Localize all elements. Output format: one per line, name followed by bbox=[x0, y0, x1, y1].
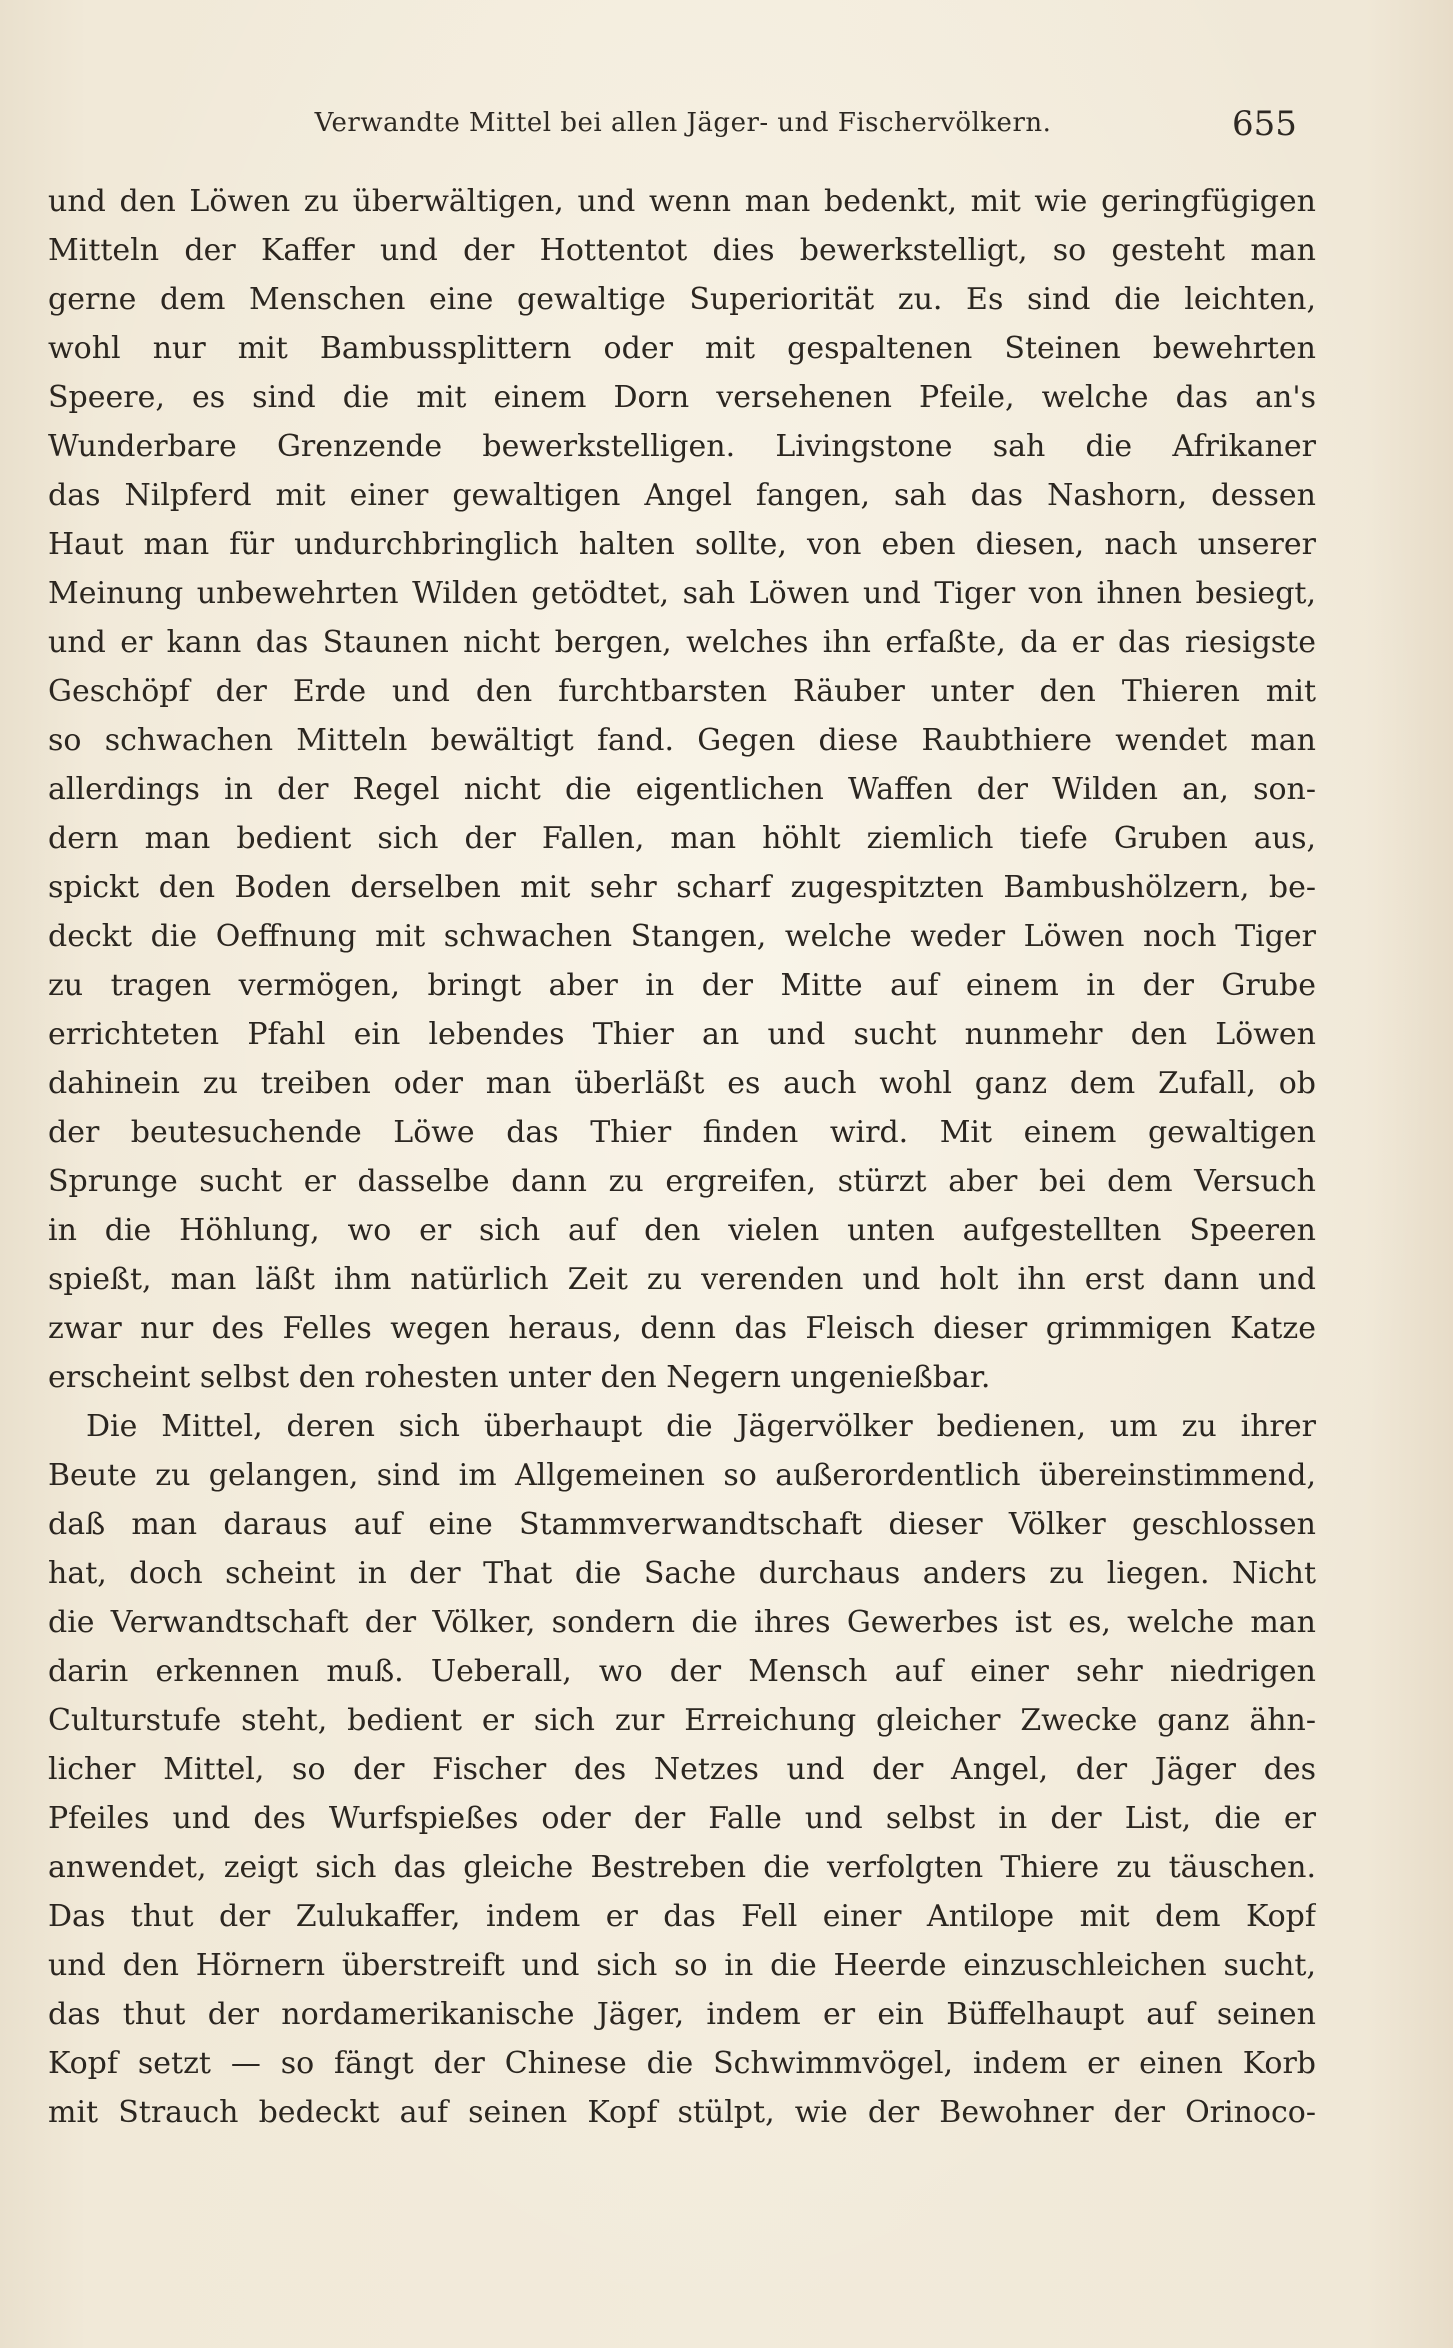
text-line: und den Löwen zu überwältigen, und wenn man bedenkt, mit wie geringfügigen bbox=[48, 184, 1316, 219]
text-line: und den Hörnern überstreift und sich so in die Heerde einzuschleichen sucht, bbox=[48, 1948, 1316, 1983]
text-line: das Nilpferd mit einer gewaltigen Angel fangen, sah das Nashorn, dessen bbox=[48, 478, 1316, 513]
text-line: Geschöpf der Erde und den furchtbarsten Räuber unter den Thieren mit bbox=[48, 674, 1316, 709]
text-line: gerne dem Menschen eine gewaltige Superiorität zu. Es sind die leichten, bbox=[48, 282, 1316, 317]
text-line: die Verwandtschaft der Völker, sondern die ihres Gewerbes ist es, welche man bbox=[48, 1605, 1316, 1640]
body-text bbox=[48, 177, 1316, 2137]
running-head: Verwandte Mittel bei allen Jäger- und Fischervölkern. bbox=[314, 108, 1052, 138]
text-line: anwendet, zeigt sich das gleiche Bestreben die verfolgten Thiere zu täuschen. bbox=[48, 1850, 1316, 1885]
text-line: darin erkennen muß. Ueberall, wo der Mensch auf einer sehr niedrigen bbox=[48, 1654, 1316, 1689]
text-line: der beutesuchende Löwe das Thier finden wird. Mit einem gewaltigen bbox=[48, 1115, 1316, 1150]
text-line: Das thut der Zulukaffer, indem er das Fell einer Antilope mit dem Kopf bbox=[48, 1899, 1316, 1934]
text-line: Kopf setzt — so fängt der Chinese die Schwimmvögel, indem er einen Korb bbox=[48, 2046, 1316, 2081]
text-line: Mitteln der Kaffer und der Hottentot dies bewerkstelligt, so gesteht man bbox=[48, 233, 1316, 268]
text-line: Culturstufe steht, bedient er sich zur Erreichung gleicher Zwecke ganz ähn- bbox=[48, 1703, 1316, 1738]
text-line: deckt die Oeffnung mit schwachen Stangen, welche weder Löwen noch Tiger bbox=[48, 919, 1316, 954]
text-line: zwar nur des Felles wegen heraus, denn das Fleisch dieser grimmigen Katze bbox=[48, 1311, 1316, 1346]
text-line: Wunderbare Grenzende bewerkstelligen. Livingstone sah die Afrikaner bbox=[48, 429, 1316, 464]
text-line: Haut man für undurchbringlich halten sollte, von eben diesen, nach unserer bbox=[48, 527, 1316, 562]
paragraph-end-line: erscheint selbst den rohesten unter den Negern ungenießbar. bbox=[48, 1360, 991, 1395]
text-line: daß man daraus auf eine Stammverwandtschaft dieser Völker geschlossen bbox=[48, 1507, 1316, 1542]
page-number: 655 bbox=[1232, 104, 1297, 144]
text-line: in die Höhlung, wo er sich auf den vielen unten aufgestellten Speeren bbox=[48, 1213, 1316, 1248]
text-line: dern man bedient sich der Fallen, man höhlt ziemlich tiefe Gruben aus, bbox=[48, 821, 1316, 856]
text-line: mit Strauch bedeckt auf seinen Kopf stülpt, wie der Bewohner der Orinoco- bbox=[48, 2095, 1316, 2130]
text-line: zu tragen vermögen, bringt aber in der Mitte auf einem in der Grube bbox=[48, 968, 1316, 1003]
text-line: hat, doch scheint in der That die Sache durchaus anders zu liegen. Nicht bbox=[48, 1556, 1316, 1591]
text-line: so schwachen Mitteln bewältigt fand. Gegen diese Raubthiere wendet man bbox=[48, 723, 1316, 758]
text-line: Beute zu gelangen, sind im Allgemeinen so außerordentlich übereinstimmend, bbox=[48, 1458, 1316, 1493]
text-line: Pfeiles und des Wurfspießes oder der Falle und selbst in der List, die er bbox=[48, 1801, 1316, 1836]
text-line: dahinein zu treiben oder man überläßt es auch wohl ganz dem Zufall, ob bbox=[48, 1066, 1316, 1101]
text-line: wohl nur mit Bambussplittern oder mit gespaltenen Steinen bewehrten bbox=[48, 331, 1316, 366]
text-line: allerdings in der Regel nicht die eigentlichen Waffen der Wilden an, son- bbox=[48, 772, 1316, 807]
text-line: errichteten Pfahl ein lebendes Thier an und sucht nunmehr den Löwen bbox=[48, 1017, 1316, 1052]
paragraph-start-line: Die Mittel, deren sich überhaupt die Jägervölker bedienen, um zu ihrer bbox=[86, 1409, 1316, 1444]
text-line: licher Mittel, so der Fischer des Netzes und der Angel, der Jäger des bbox=[48, 1752, 1316, 1787]
text-line: Speere, es sind die mit einem Dorn versehenen Pfeile, welche das an's bbox=[48, 380, 1316, 415]
text-line: das thut der nordamerikanische Jäger, indem er ein Büffelhaupt auf seinen bbox=[48, 1997, 1316, 2032]
text-line: spickt den Boden derselben mit sehr scharf zugespitzten Bambushölzern, be- bbox=[48, 870, 1316, 905]
text-line: Sprunge sucht er dasselbe dann zu ergreifen, stürzt aber bei dem Versuch bbox=[48, 1164, 1316, 1199]
text-line: und er kann das Staunen nicht bergen, welches ihn erfaßte, da er das riesigste bbox=[48, 625, 1316, 660]
text-line: Meinung unbewehrten Wilden getödtet, sah Löwen und Tiger von ihnen besiegt, bbox=[48, 576, 1316, 611]
text-line: spießt, man läßt ihm natürlich Zeit zu verenden und holt ihn erst dann und bbox=[48, 1262, 1316, 1297]
